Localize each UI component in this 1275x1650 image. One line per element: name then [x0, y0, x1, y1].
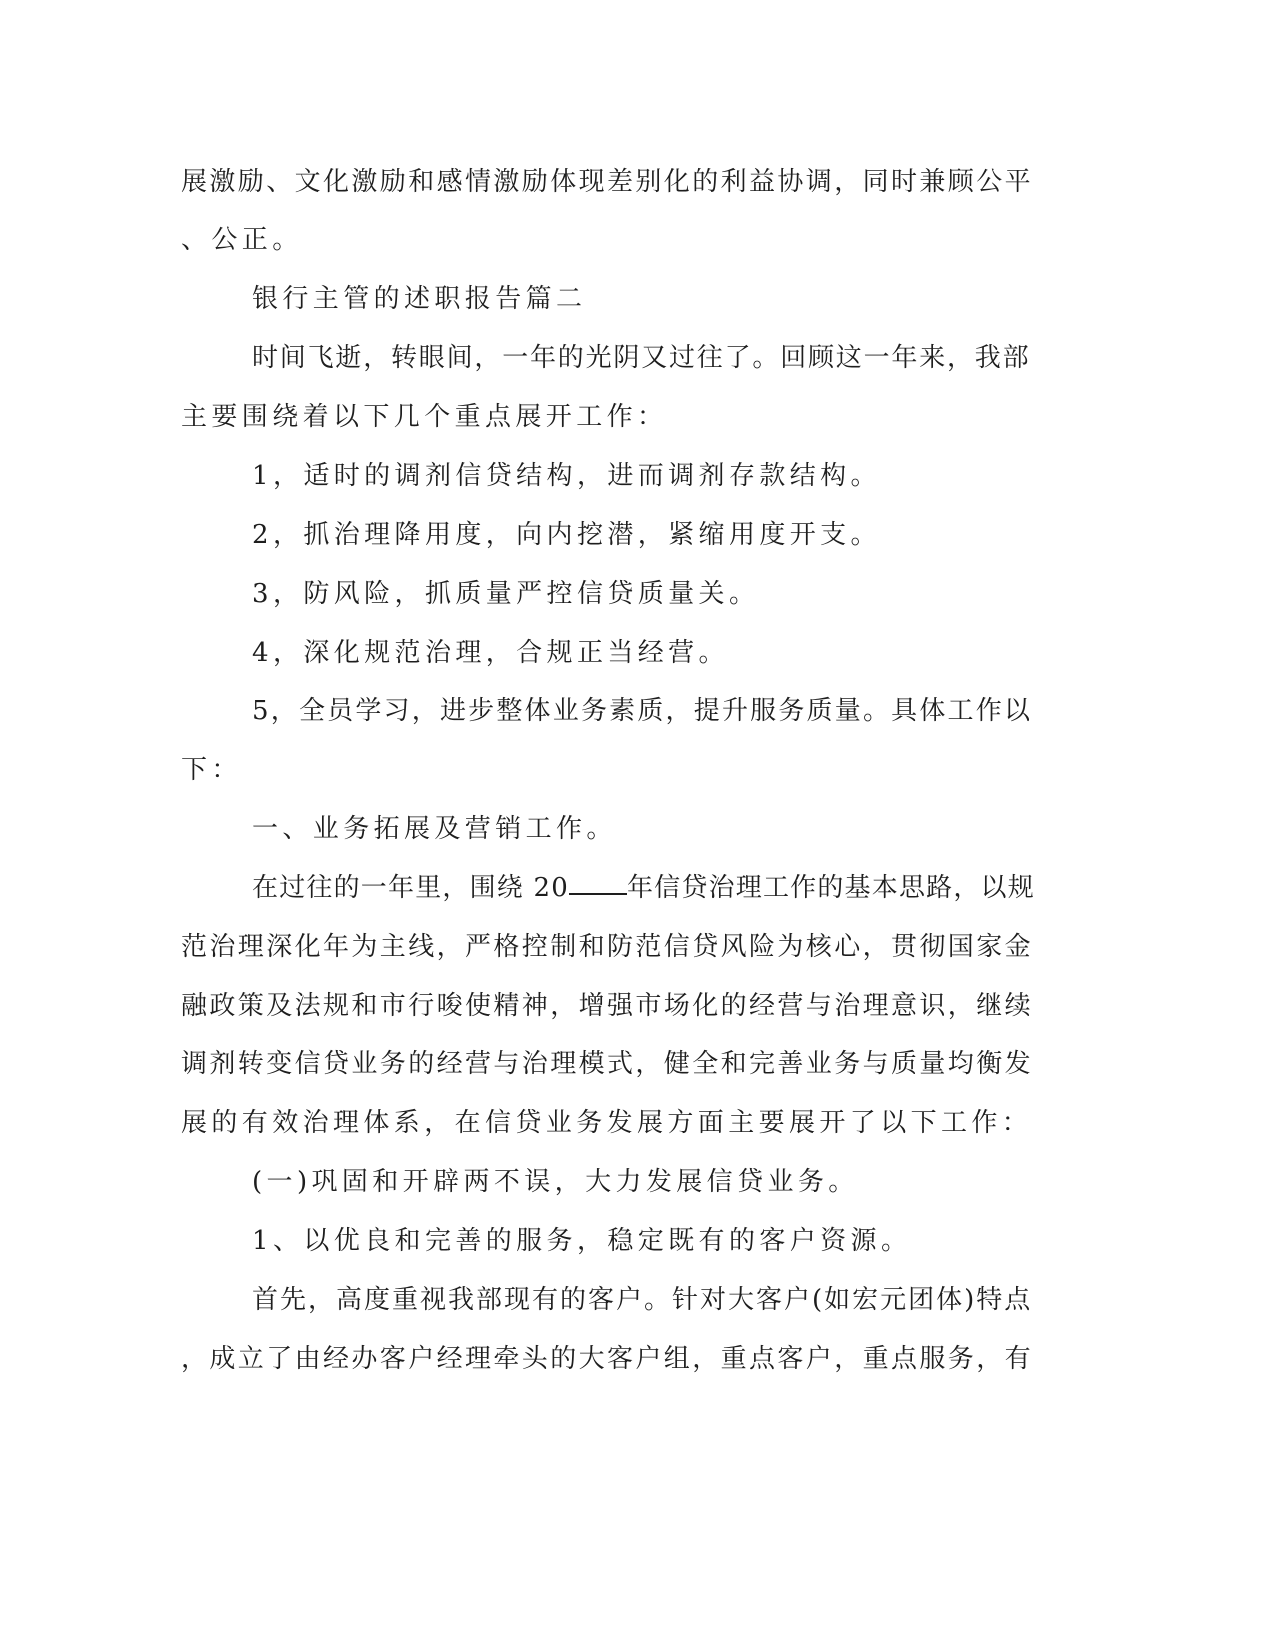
- list-item: 1、以优良和完善的服务，稳定既有的客户资源。: [252, 1226, 912, 1256]
- paragraph-line: 首先，高度重视我部现有的客户。针对大客户(如宏元团体)特点: [252, 1285, 1033, 1315]
- list-item: 2，抓治理降用度，向内挖潜，紧缩用度开支。: [252, 520, 881, 550]
- list-item: 5，全员学习，进步整体业务素质，提升服务质量。具体工作以: [252, 696, 1033, 726]
- paragraph-line: 下：: [181, 755, 242, 785]
- paragraph-line: 融政策及法规和市行唆使精神，增强市场化的经营与治理意识，继续: [181, 991, 1034, 1021]
- list-item: 1，适时的调剂信贷结构，进而调剂存款结构。: [252, 461, 881, 491]
- paragraph-line: 在过往的一年里，围绕 20 年信贷治理工作的基本思路，以规: [252, 873, 1035, 903]
- paragraph-line: 主要围绕着以下几个重点展开工作：: [181, 402, 668, 432]
- paragraph-line: 调剂转变信贷业务的经营与治理模式，健全和完善业务与质量均衡发: [181, 1049, 1034, 1079]
- list-item: 4，深化规范治理，合规正当经营。: [252, 638, 729, 668]
- list-item: 3，防风险，抓质量严控信贷质量关。: [252, 579, 760, 609]
- paragraph-line: 、公正。: [181, 225, 303, 255]
- subsection-heading: (一)巩固和开辟两不误，大力发展信贷业务。: [252, 1167, 859, 1197]
- section-heading: 一、业务拓展及营销工作。: [252, 814, 617, 844]
- paragraph-line: 展的有效治理体系，在信贷业务发展方面主要展开了以下工作：: [181, 1108, 1033, 1138]
- paragraph-line: ，成立了由经办客户经理牵头的大客户组，重点客户，重点服务，有: [181, 1344, 1034, 1374]
- paragraph-line: 时间飞逝，转眼间，一年的光阴又过往了。回顾这一年来，我部: [252, 343, 1031, 373]
- section-heading: 银行主管的述职报告篇二: [252, 284, 587, 314]
- paragraph-line: 范治理深化年为主线，严格控制和防范信贷风险为核心，贯彻国家金: [181, 932, 1034, 962]
- fill-in-blank: [569, 893, 627, 895]
- paragraph-line: 展激励、文化激励和感情激励体现差别化的利益协调，同时兼顾公平: [181, 167, 1034, 197]
